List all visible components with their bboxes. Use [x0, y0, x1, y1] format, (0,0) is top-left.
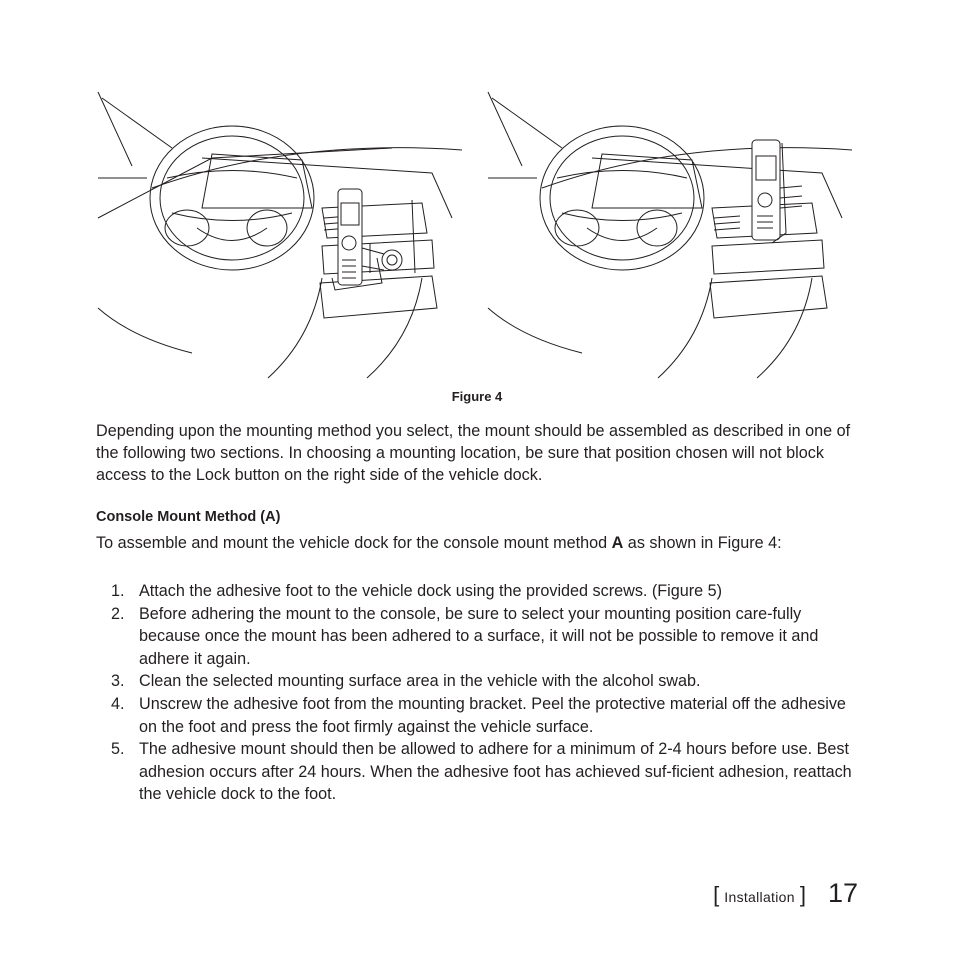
- figure-caption: Figure 4: [451, 389, 503, 404]
- list-item: [96, 738, 866, 806]
- console-mount-drawing: [98, 92, 462, 378]
- step-number: 2.: [111, 604, 125, 623]
- list-item: [96, 670, 866, 693]
- bracket-open: [: [713, 882, 720, 907]
- section-heading: Console Mount Method (A): [96, 509, 281, 525]
- step-number: 1.: [111, 582, 125, 600]
- page-number: 17: [827, 878, 858, 908]
- list-item: [96, 580, 866, 603]
- lead-text-start: To assemble and mount the vehicle dock for the console mount method: [96, 534, 612, 552]
- list-item: [96, 603, 866, 671]
- vent-mount-drawing: [488, 92, 852, 378]
- list-item: [96, 693, 866, 738]
- footer-section-name: Installation: [724, 889, 795, 905]
- step-text: Before adhering the mount to the console, be sure to select your mounting position care-fully because once the mount has been adhered to a surface, it will not be possible to remove it and adhere it again.: [139, 604, 819, 668]
- step-text: Clean the selected mounting surface area in the vehicle with the alcohol swab.: [139, 672, 701, 691]
- bracket-close: ]: [799, 882, 806, 907]
- steps-list: [96, 580, 866, 806]
- page-footer: [713, 878, 858, 909]
- step-number: 3.: [111, 672, 125, 691]
- step-text: The adhesive mount should then be allowed to adhere for a minimum of 2-4 hours before use. Best adhesion occurs after 24 hours. When the adhesive foot has achieved suf-ficient adhesion, reattach the vehicle dock to the foot.: [139, 740, 852, 804]
- lead-text-end: as shown in Figure 4:: [623, 534, 782, 552]
- step-text: Attach the adhesive foot to the vehicle dock using the provided screws. (Figure 5): [139, 582, 723, 600]
- lead-method-letter: A: [611, 534, 624, 552]
- lead-paragraph: [96, 532, 866, 554]
- step-text: Unscrew the adhesive foot from the mounting bracket. Peel the protective material off the adhesive on the foot and press the foot firmly against the vehicle surface.: [139, 694, 846, 736]
- figure-4-illustration: [92, 78, 862, 388]
- step-number: 4.: [111, 694, 125, 713]
- step-number: 5.: [111, 740, 125, 759]
- intro-paragraph: Depending upon the mounting method you select, the mount should be assembled as described in one of the following two sections. In choosing a mounting location, be sure that position chosen will not block access to the Lock button on the right side of the vehicle dock.: [96, 422, 851, 484]
